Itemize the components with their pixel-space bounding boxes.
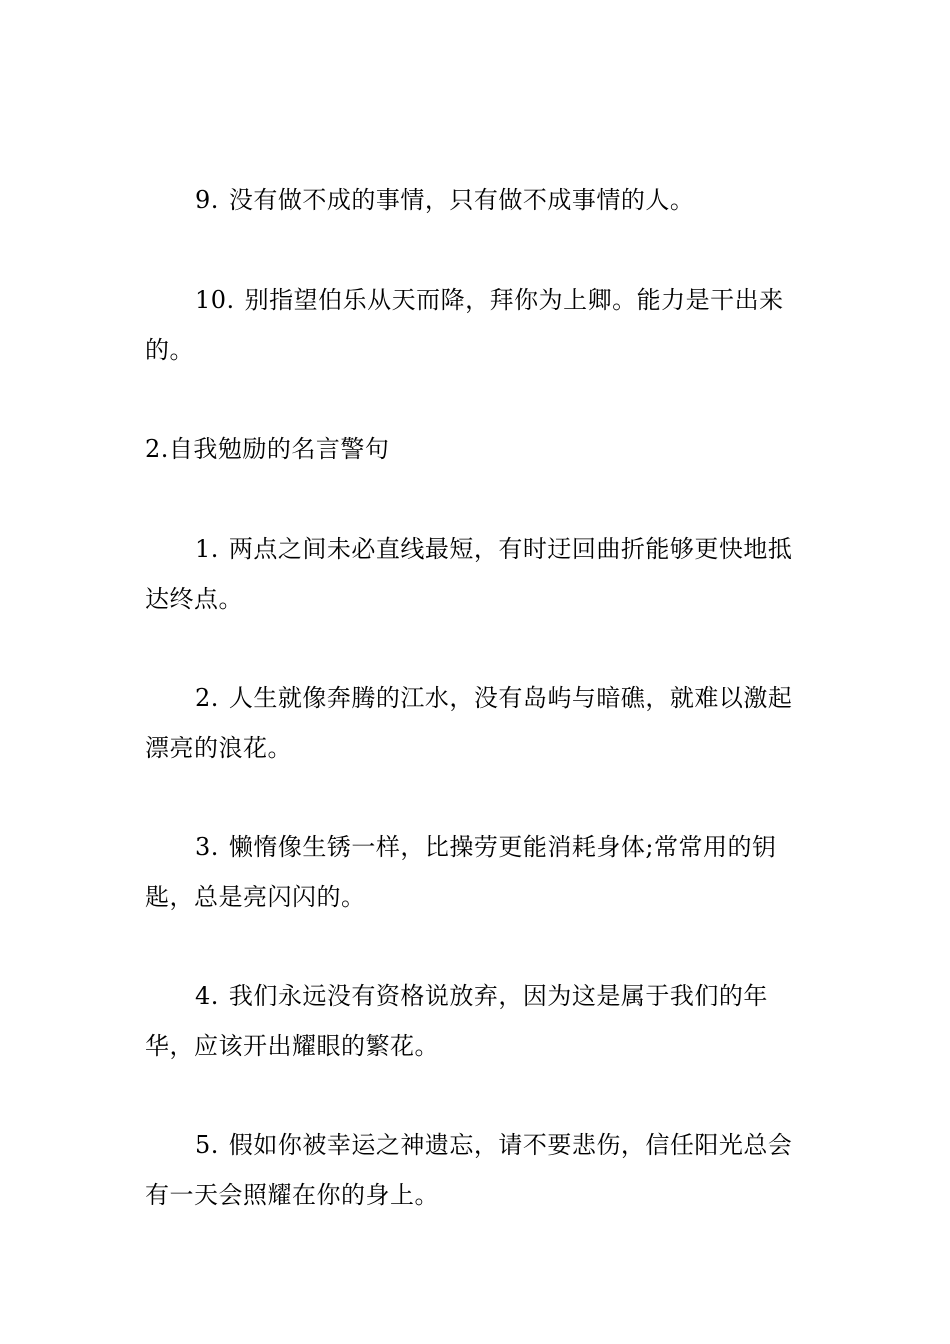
quote-text: 假如你被幸运之神遗忘，请不要悲伤，信任阳光总会有一天会照耀在你的身上。 xyxy=(145,1131,793,1209)
quote-4 xyxy=(145,971,807,1071)
quote-1 xyxy=(145,524,807,624)
quote-number: 5. xyxy=(195,1131,219,1159)
quote-text: 别指望伯乐从天而降，拜你为上卿。能力是干出来的。 xyxy=(145,286,784,364)
quote-number: 2. xyxy=(195,684,219,712)
quote-text: 我们永远没有资格说放弃，因为这是属于我们的年华，应该开出耀眼的繁花。 xyxy=(145,982,768,1060)
quote-3 xyxy=(145,822,807,922)
quote-5 xyxy=(145,1120,807,1220)
quote-number: 10. xyxy=(195,286,235,314)
quote-text: 没有做不成的事情，只有做不成事情的人。 xyxy=(228,186,695,214)
quote-9 xyxy=(145,175,807,225)
quote-number: 1. xyxy=(195,535,219,563)
quote-2 xyxy=(145,673,807,773)
quote-text: 人生就像奔腾的江水，没有岛屿与暗礁，就难以激起漂亮的浪花。 xyxy=(145,684,793,762)
quote-text: 懒惰像生锈一样，比操劳更能消耗身体;常常用的钥匙，总是亮闪闪的。 xyxy=(145,833,777,911)
quote-number: 4. xyxy=(195,982,219,1010)
quote-text: 两点之间未必直线最短，有时迂回曲折能够更快地抵达终点。 xyxy=(145,535,793,613)
quote-number: 3. xyxy=(195,833,219,861)
quote-number: 9. xyxy=(195,186,219,214)
quote-10 xyxy=(145,275,807,375)
section-heading: 2.自我勉励的名言警句 xyxy=(145,435,390,463)
